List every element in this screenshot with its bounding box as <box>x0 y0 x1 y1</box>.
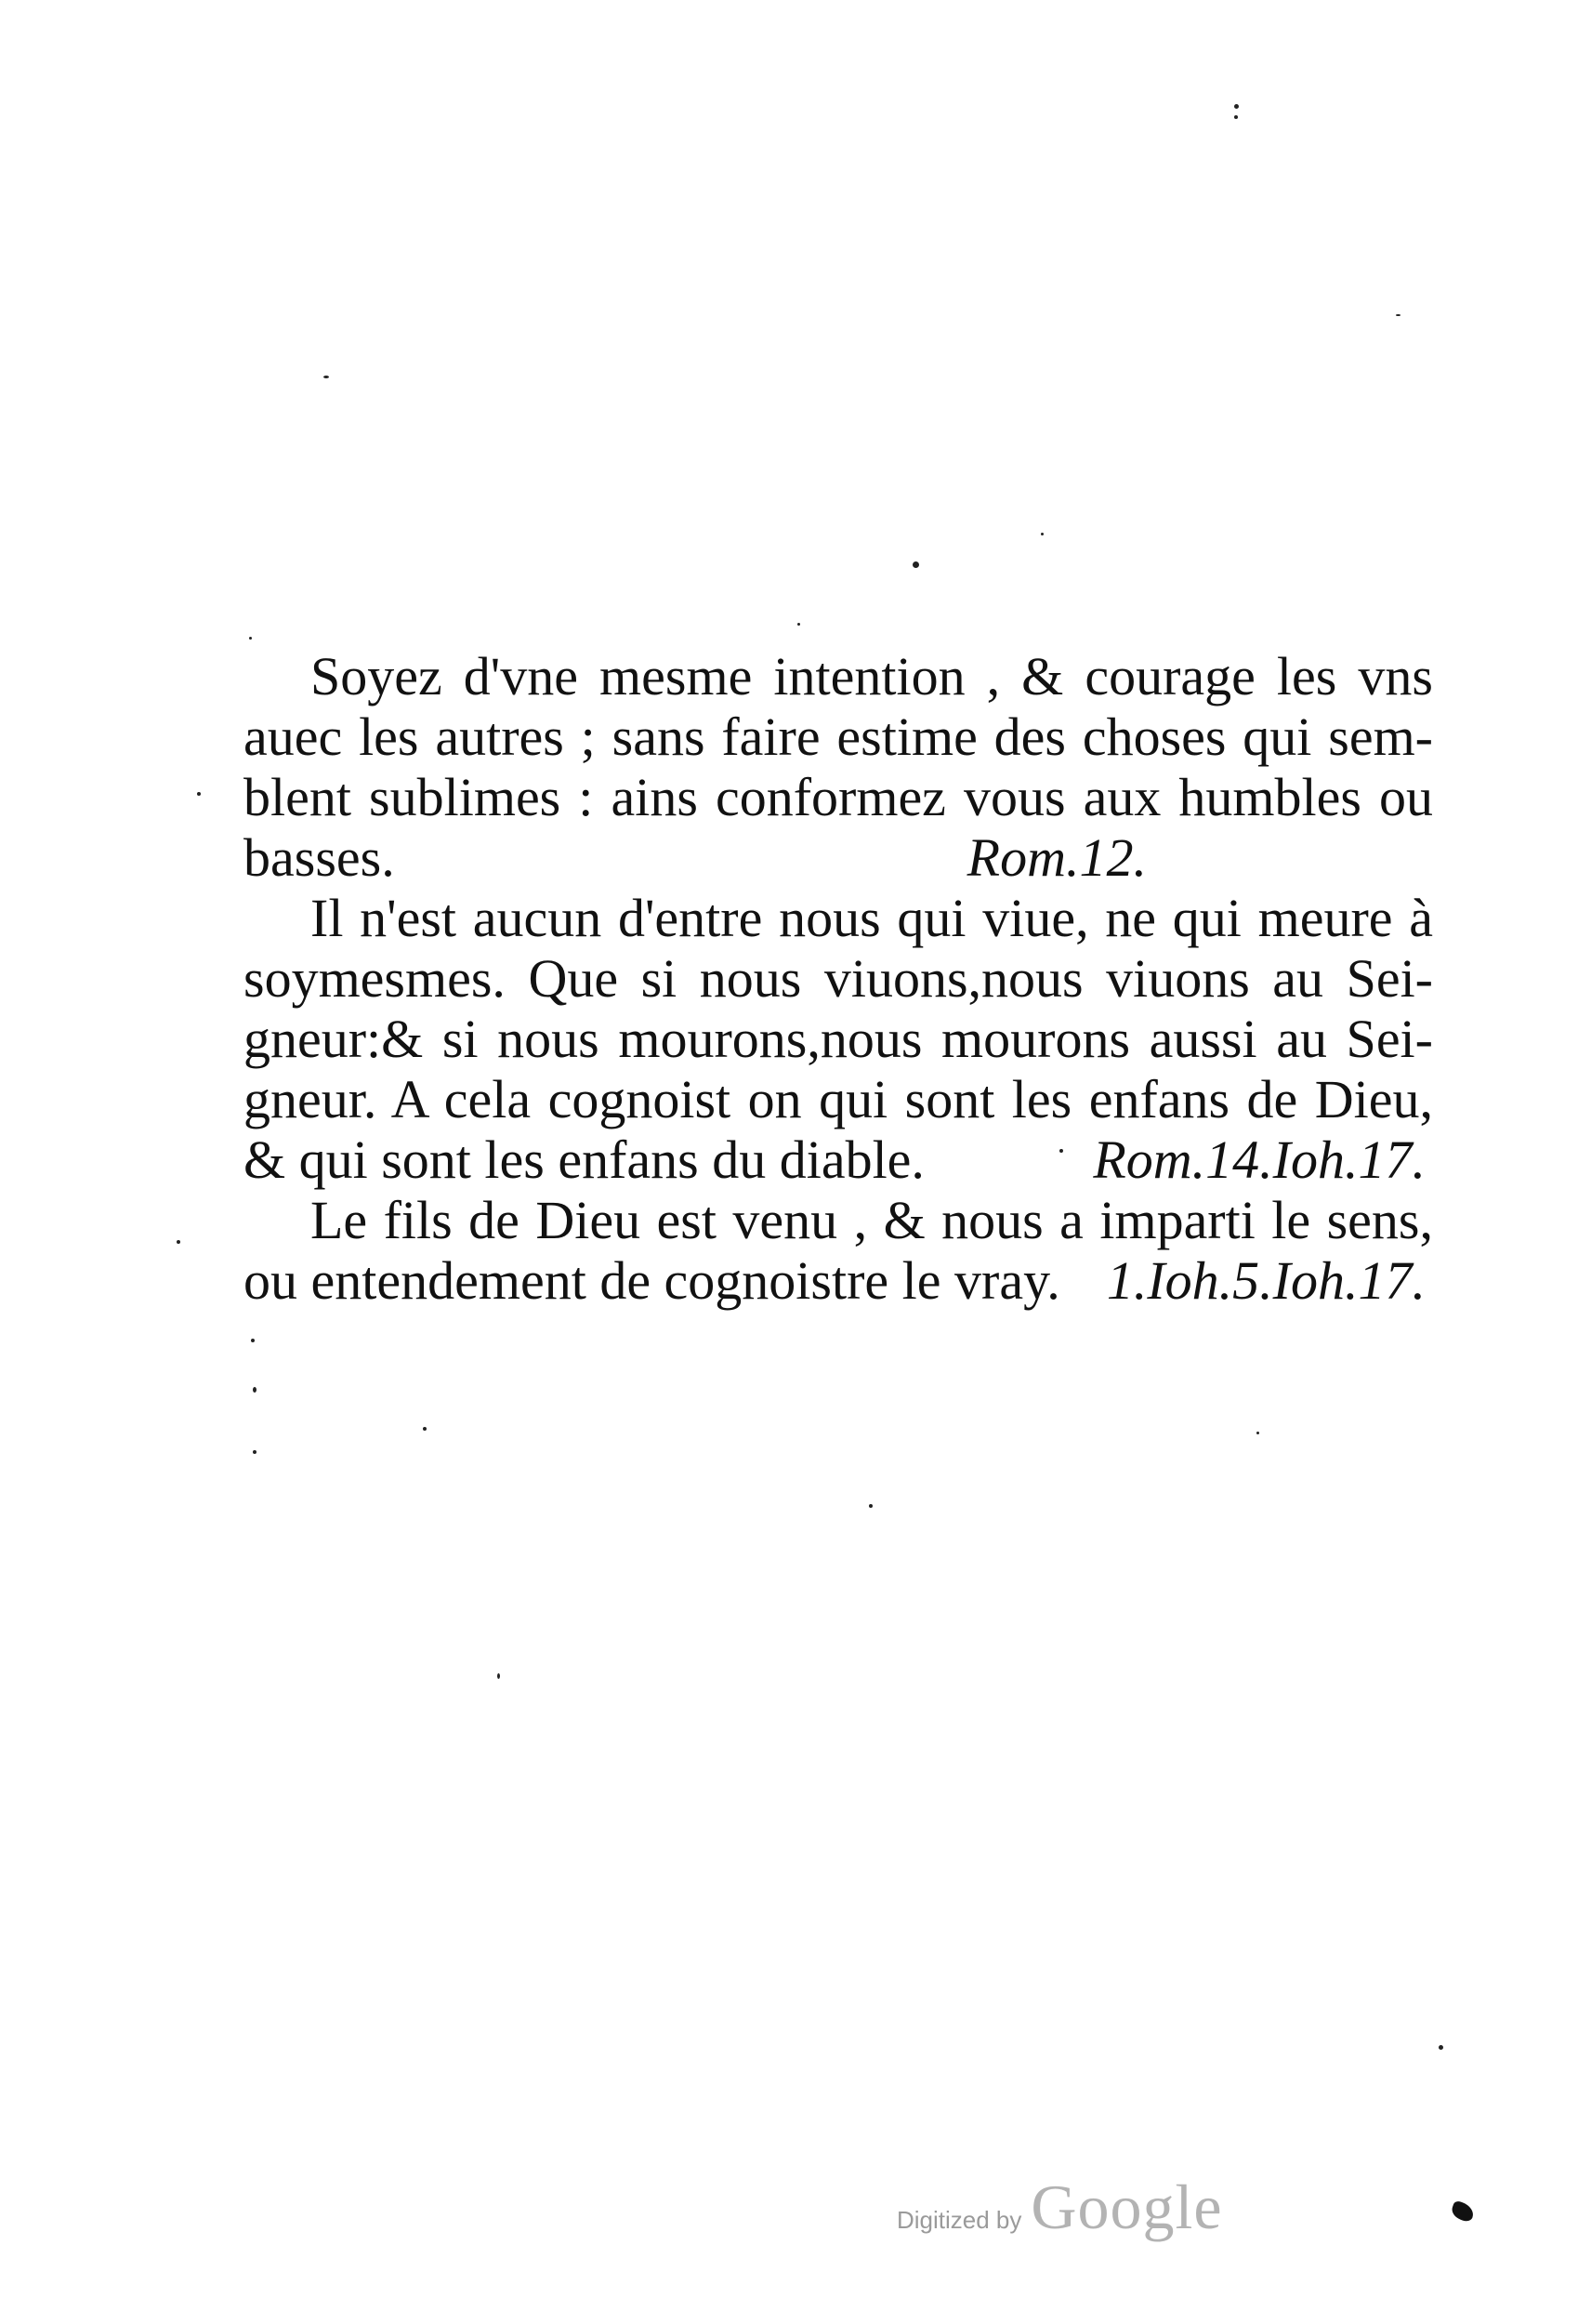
scripture-reference: Rom.14.Ioh.17. <box>1093 1129 1426 1190</box>
scan-blot <box>1450 2199 1477 2223</box>
scan-speck <box>1059 1149 1063 1153</box>
text-line-10 <box>243 1190 1433 1250</box>
scan-speck <box>177 1240 180 1244</box>
scan-speck <box>253 1387 256 1393</box>
line-text: Il n'est aucun d'entre nous qui viue, ne qui meure à <box>310 888 1433 948</box>
scan-speck <box>497 1673 500 1679</box>
line-text: ou entendement de cognoistre le vray. <box>243 1250 1060 1311</box>
scan-speck <box>1439 2045 1443 2050</box>
text-line-1 <box>243 646 1433 706</box>
scripture-reference: Rom.12. <box>967 827 1147 888</box>
scan-speck <box>249 637 252 640</box>
scan-speck <box>1234 104 1239 109</box>
scan-speck <box>797 623 800 626</box>
text-line-8 <box>243 1069 1433 1129</box>
scan-speck <box>1256 1432 1259 1434</box>
digitized-label: Digitized by <box>897 2206 1022 2234</box>
scan-speck <box>1396 314 1400 316</box>
line-text: gneur. A cela cognoist on qui sont les enfans de Dieu, <box>243 1069 1433 1129</box>
text-line-4 <box>243 827 1433 888</box>
scan-speck <box>251 1339 255 1342</box>
line-text: Soyez d'vne mesme intention , & courage les vns <box>310 646 1433 706</box>
line-text: Le fils de Dieu est venu , & nous a imparti le sens, <box>310 1190 1433 1250</box>
scan-speck <box>423 1427 427 1431</box>
line-text: blent sublimes : ains conformez vous aux humbles ou <box>243 767 1433 827</box>
line-text: auec les autres ; sans faire estime des choses qui sem- <box>243 706 1433 767</box>
line-text: basses. <box>243 827 395 888</box>
scan-speck <box>913 561 919 568</box>
scripture-reference: 1.Ioh.5.Ioh.17. <box>1106 1250 1426 1311</box>
scan-speck <box>253 1450 256 1454</box>
scan-speck <box>869 1504 873 1508</box>
text-line-6 <box>243 948 1433 1009</box>
line-text: gneur:& si nous mourons,nous mourons aussi au Sei- <box>243 1009 1433 1069</box>
scan-speck <box>323 376 329 378</box>
scan-speck <box>197 792 201 796</box>
line-text: soymesmes. Que si nous viuons,nous viuons au Sei- <box>243 948 1433 1009</box>
text-line-11 <box>243 1250 1433 1311</box>
text-line-5 <box>243 888 1433 948</box>
scan-speck <box>1041 533 1044 535</box>
digitized-by-google-watermark <box>897 2171 1223 2244</box>
line-text: & qui sont les enfans du diable. <box>243 1129 925 1190</box>
text-line-9 <box>243 1129 1433 1190</box>
text-line-3 <box>243 767 1433 827</box>
scan-speck <box>1234 115 1238 119</box>
text-line-7 <box>243 1009 1433 1069</box>
text-line-2 <box>243 706 1433 767</box>
google-logo-text: Google <box>1031 2172 1223 2242</box>
body-text <box>243 646 1433 1311</box>
